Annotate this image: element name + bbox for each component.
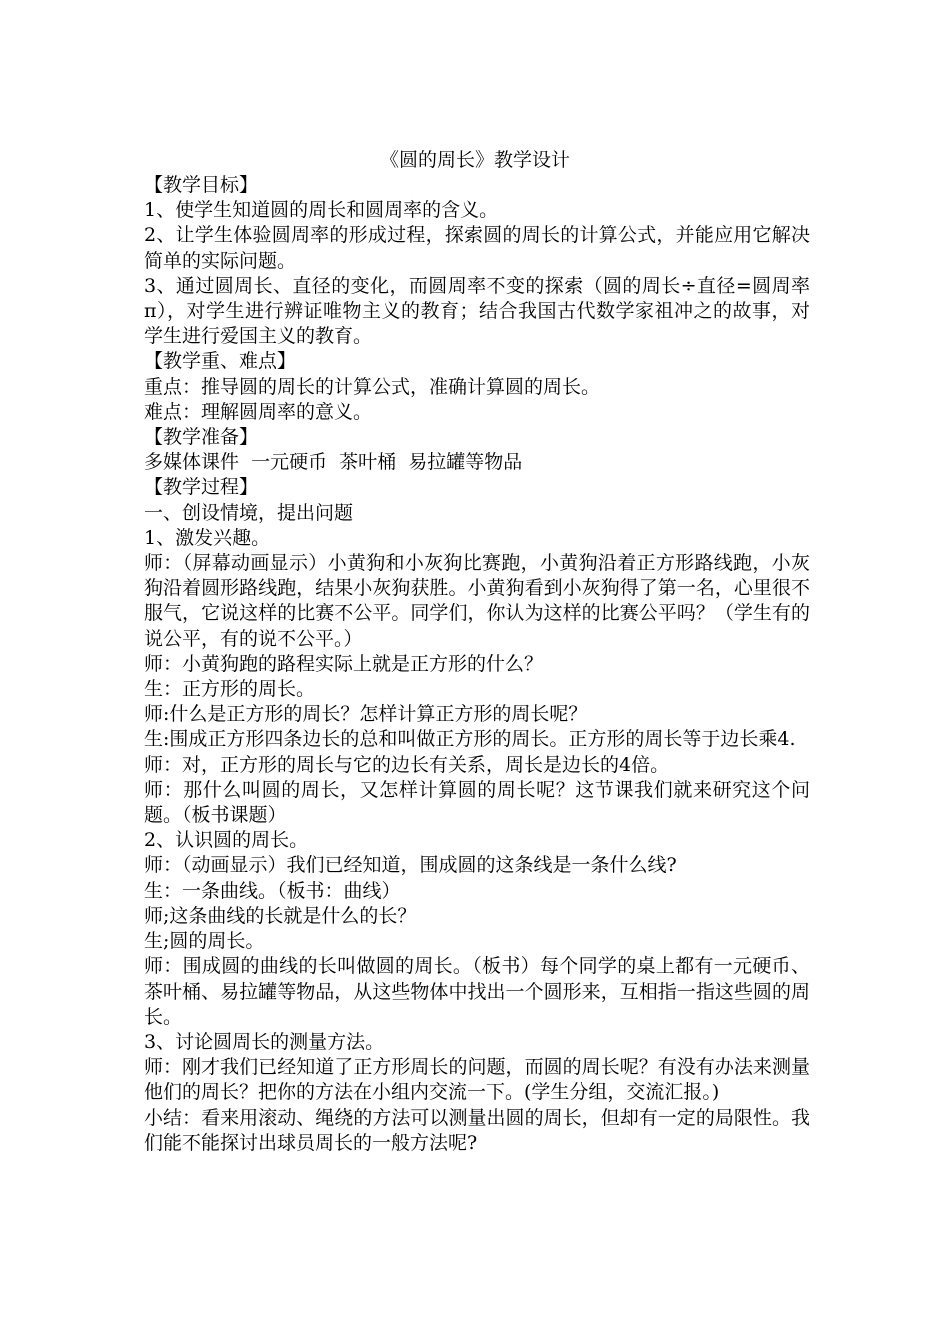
preparation-list: 多媒体课件 一元硬币 茶叶桶 易拉罐等物品: [144, 451, 523, 474]
dialogue-paragraph: 师：（动画显示）我们已经知道，围成圆的这条线是一条什么线?: [144, 854, 677, 877]
dialogue-paragraph: 师：刚才我们已经知道了正方形周长的问题，而圆的周长呢？有没有办法来测量他们的周长？把你的方法在小组内交流一下。(学生分组，交流汇报。): [144, 1056, 810, 1104]
key-point: 重点：推导圆的周长的计算公式，准确计算圆的周长。: [144, 375, 601, 398]
section-heading-preparation: 【教学准备】: [144, 426, 259, 449]
process-part-1-heading: 一、创设情境，提出问题: [144, 501, 354, 524]
document-body: [144, 173, 810, 1156]
summary-paragraph: 小结：看来用滚动、绳绕的方法可以测量出圆的周长，但却有一定的局限性。我们能不能探讨出球员周长的一般方法呢?: [144, 1106, 810, 1154]
dialogue-paragraph: 师：小黄狗跑的路程实际上就是正方形的什么？: [144, 652, 544, 675]
objective-3: 3、通过圆周长、直径的变化，而圆周率不变的探索（圆的周长÷直径=圆周率π），对学生进行辨证唯物主义的教育；结合我国古代数学家祖冲之的故事，对学生进行爱国主义的教育。: [144, 274, 810, 348]
dialogue-paragraph: 师：对，正方形的周长与它的边长有关系，周长是边长的4倍。: [144, 753, 670, 776]
difficult-point: 难点：理解圆周率的意义。: [144, 400, 373, 423]
dialogue-paragraph: 生：一条曲线。（板书：曲线）: [144, 879, 401, 902]
dialogue-paragraph: 生：正方形的周长。: [144, 678, 316, 701]
dialogue-paragraph: 生;圆的周长。: [144, 930, 265, 953]
process-step-2-heading: 2、认识圆的周长。: [144, 829, 309, 852]
process-step-3-heading: 3、讨论圆周长的测量方法。: [144, 1030, 385, 1053]
dialogue-paragraph: 生:围成正方形四条边长的总和叫做正方形的周长。正方形的周长等于边长乘4.: [144, 728, 796, 751]
dialogue-paragraph: 师;这条曲线的长就是什么的长？: [144, 904, 417, 927]
dialogue-paragraph: 师：那什么叫圆的周长，又怎样计算圆的周长呢？这节课我们就来研究这个问题。（板书课题）: [144, 778, 810, 827]
objective-2: 2、让学生体验圆周率的形成过程，探索圆的周长的计算公式，并能应用它解决简单的实际问题。: [144, 224, 810, 272]
objective-1: 1、使学生知道圆的周长和圆周率的含义。: [144, 199, 499, 222]
dialogue-paragraph: 师：（屏幕动画显示）小黄狗和小灰狗比赛跑，小黄狗沿着正方形路线跑，小灰狗沿着圆形路线跑，结果小灰狗获胜。小黄狗看到小灰狗得了第一名，心里很不服气，它说这样的比赛不公平。同学们，你认为这样的比赛公平吗？（学生有的说公平，有的说不公平。）: [144, 552, 810, 650]
document-title: 《圆的周长》教学设计: [379, 149, 570, 171]
section-heading-objectives: 【教学目标】: [144, 174, 259, 196]
dialogue-paragraph: 师：围成圆的曲线的长叫做圆的周长。（板书）每个同学的桌上都有一元硬币、茶叶桶、易拉罐等物品，从这些物体中找出一个圆形来，互相指一指这些圆的周长。: [144, 955, 810, 1028]
section-heading-key-points: 【教学重、难点】: [144, 350, 297, 373]
section-heading-process: 【教学过程】: [144, 476, 259, 499]
dialogue-paragraph: 师:什么是正方形的周长？怎样计算正方形的周长呢？: [144, 703, 588, 726]
process-step-1-heading: 1、激发兴趣。: [144, 526, 271, 549]
